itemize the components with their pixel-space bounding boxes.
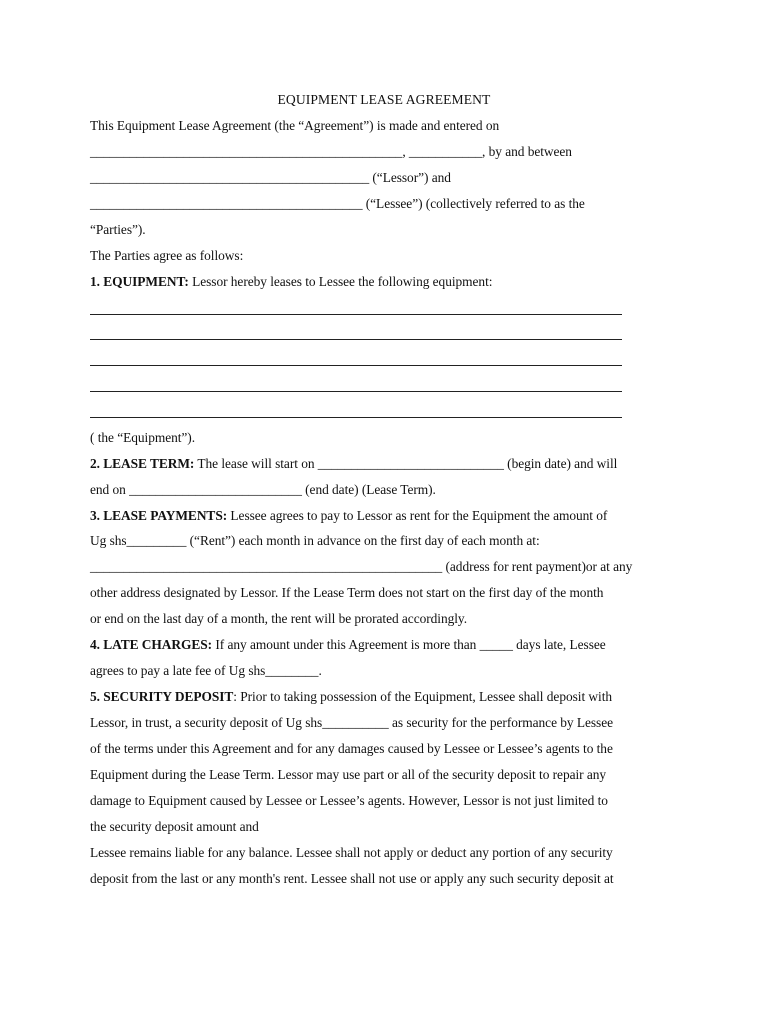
intro-line-5: “Parties”). [90, 222, 146, 237]
section-security-deposit-line-4: Equipment during the Lease Term. Lessor may use part or all of the security deposit to repair any [90, 767, 607, 782]
section-lease-term-heading: 2. LEASE TERM: [90, 456, 195, 471]
section-lease-term [90, 456, 617, 472]
section-lease-term-text: The lease will start on ____________________________ (begin date) and will [194, 456, 618, 471]
section-security-deposit-line-2: Lessor, in trust, a security deposit of Ug shs__________ as security for the performance by Lessee [90, 715, 613, 730]
section-late-charges-line-2: agrees to pay a late fee of Ug shs________. [90, 663, 322, 678]
equipment-blank-line [90, 314, 622, 315]
intro-line-3: __________________________________________ (“Lessor”) and [90, 170, 451, 185]
section-equipment [90, 274, 492, 290]
section-security-deposit-line-5: damage to Equipment caused by Lessee or Lessee’s agents. However, Lessor is not just limited to [90, 793, 608, 808]
section-security-deposit-line-6: the security deposit amount and [90, 819, 259, 834]
section-lease-payments-line-4: other address designated by Lessor. If the Lease Term does not start on the first day of the month [90, 585, 604, 600]
section-lease-payments-line-3: _____________________________________________________ (address for rent payment)or at any [90, 559, 633, 574]
section-lease-payments-heading: 3. LEASE PAYMENTS: [90, 508, 228, 523]
section-security-deposit-line-3: of the terms under this Agreement and for any damages caused by Lessee or Lessee’s agents to the [90, 741, 613, 756]
section-security-deposit-heading: 5. SECURITY DEPOSIT [90, 689, 234, 704]
section-lease-payments-line-5: or end on the last day of a month, the rent will be prorated accordingly. [90, 611, 467, 626]
section-equipment-heading: 1. EQUIPMENT: [90, 274, 189, 289]
equipment-blank-line [90, 417, 622, 418]
section-lease-term-line-2: end on __________________________ (end date) (Lease Term). [90, 482, 436, 497]
equipment-blank-line [90, 391, 622, 392]
equipment-closing: ( the “Equipment”). [90, 430, 196, 445]
section-security-deposit-line-8: deposit from the last or any month's rent. Lessee shall not use or apply any such security deposit at [90, 871, 614, 886]
section-late-charges-heading: 4. LATE CHARGES: [90, 637, 213, 652]
intro-line-4: _________________________________________ (“Lessee”) (collectively referred to as the [90, 196, 585, 211]
intro-line-1: This Equipment Lease Agreement (the “Agreement”) is made and entered on [90, 118, 500, 133]
equipment-blank-line [90, 365, 622, 366]
equipment-blank-line [90, 339, 622, 340]
section-late-charges-text: If any amount under this Agreement is more than _____ days late, Lessee [212, 637, 606, 652]
section-equipment-text: Lessor hereby leases to Lessee the following equipment: [188, 274, 493, 289]
section-security-deposit-text: : Prior to taking possession of the Equipment, Lessee shall deposit with [233, 689, 613, 704]
intro-line-2: _______________________________________________, ___________, by and between [90, 144, 572, 159]
section-lease-payments-line-2: Ug shs_________ (“Rent”) each month in advance on the first day of each month at: [90, 533, 540, 548]
section-lease-payments-text: Lessee agrees to pay to Lessor as rent for the Equipment the amount of [227, 508, 608, 523]
intro-line-6: The Parties agree as follows: [90, 248, 244, 263]
section-security-deposit-line-7: Lessee remains liable for any balance. Lessee shall not apply or deduct any portion of any security [90, 845, 613, 860]
document-title: EQUIPMENT LEASE AGREEMENT [277, 92, 491, 107]
section-late-charges [90, 637, 606, 653]
section-lease-payments [90, 508, 607, 524]
section-security-deposit [90, 689, 612, 705]
